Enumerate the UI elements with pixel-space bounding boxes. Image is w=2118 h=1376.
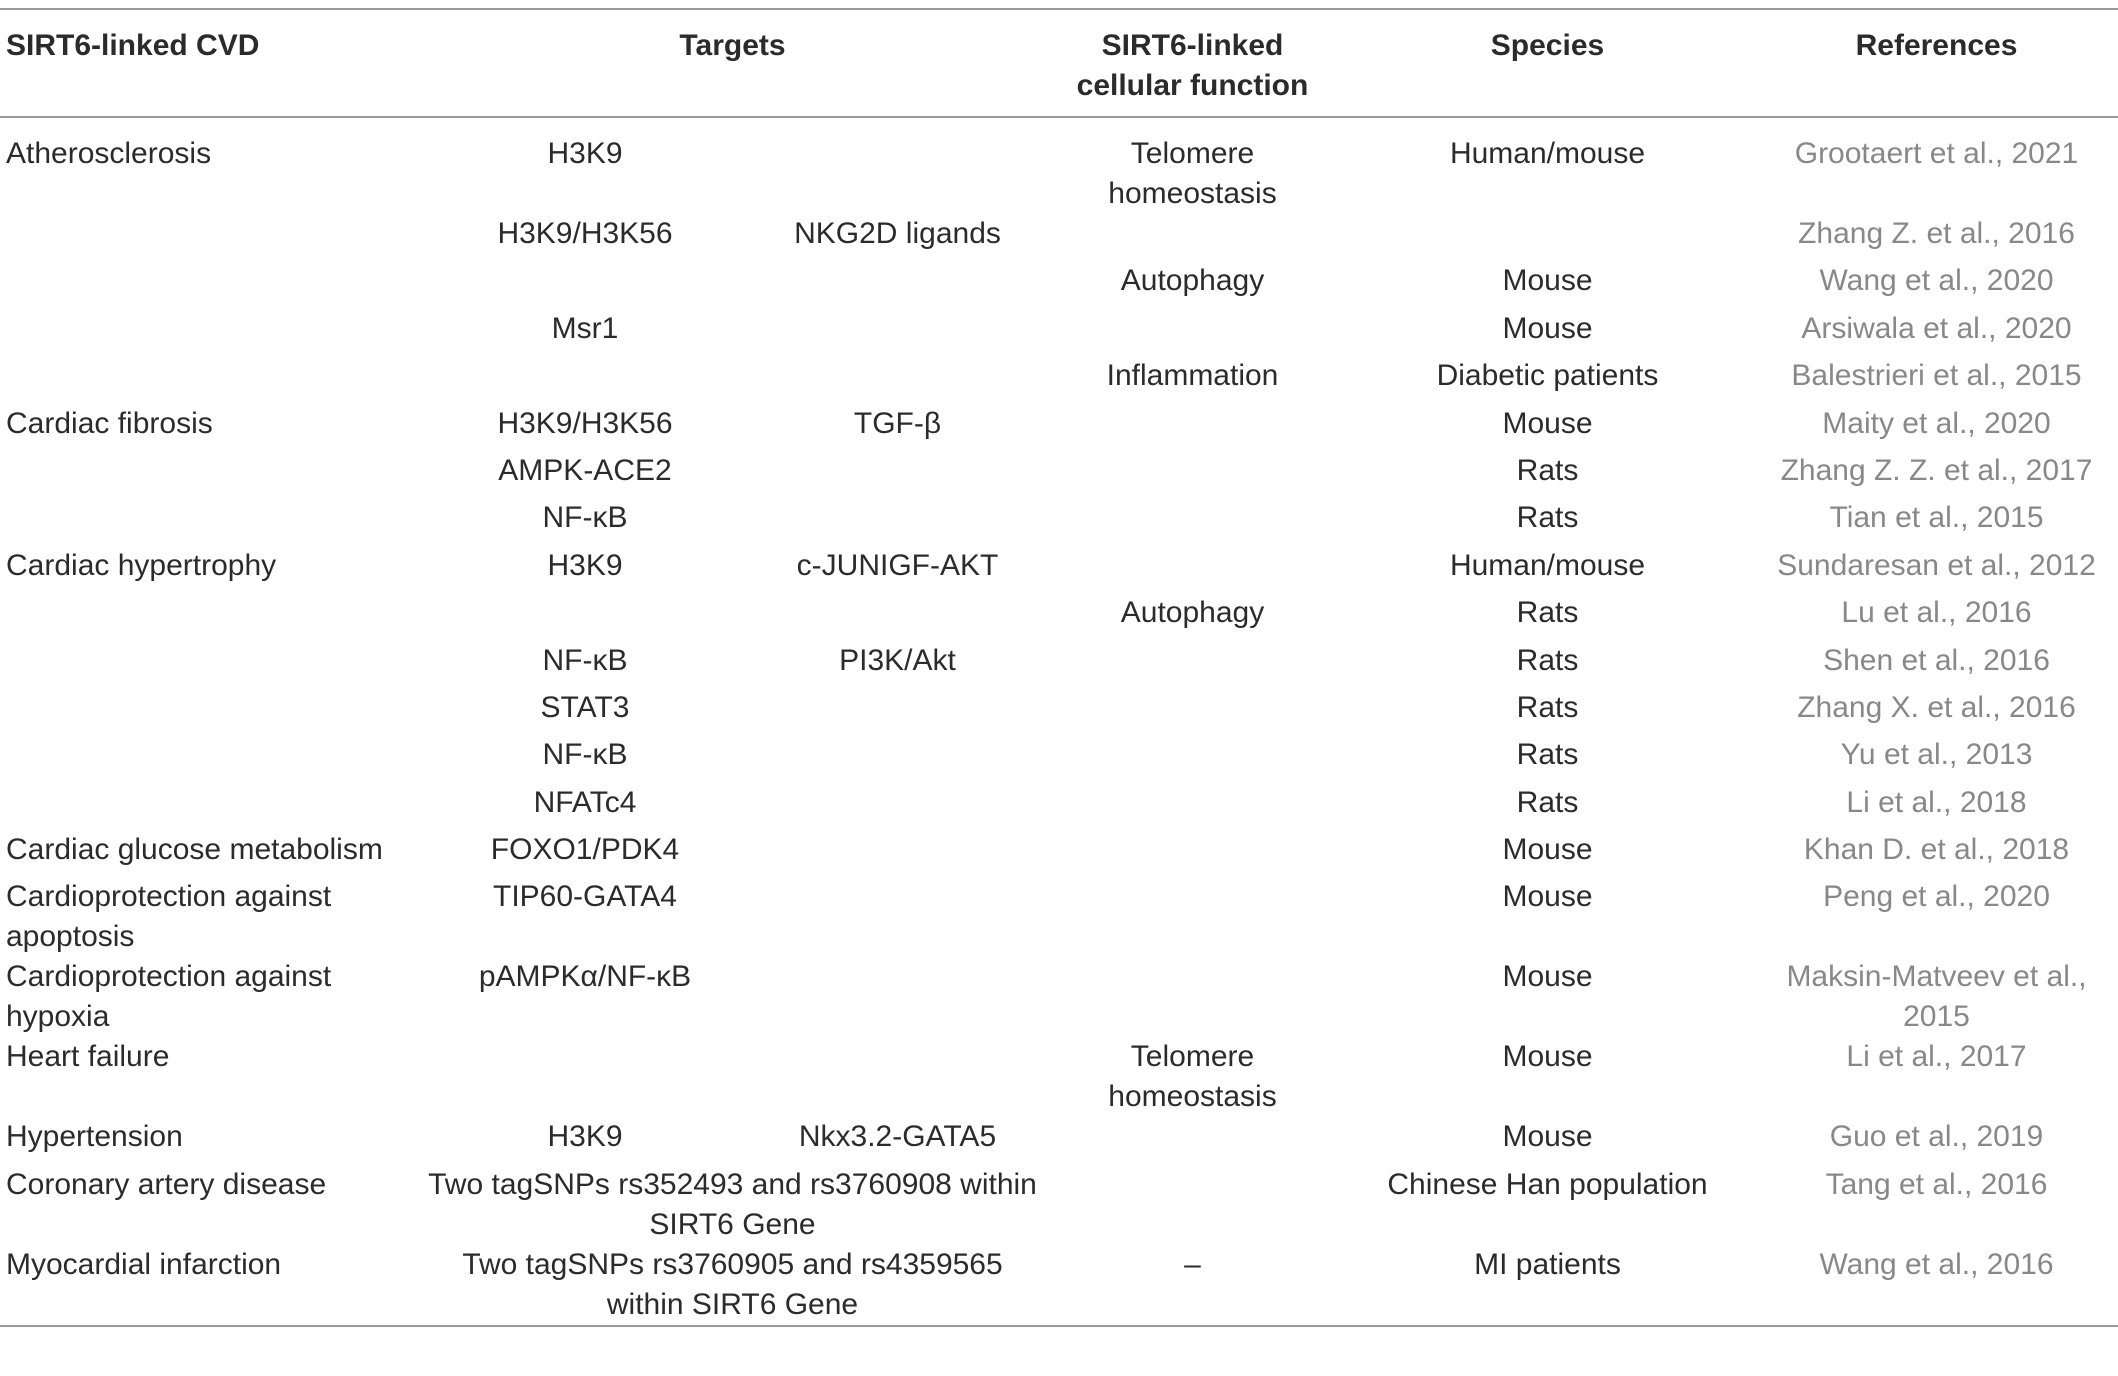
- cell-species: Rats: [1516, 596, 1579, 630]
- cell-species: Chinese Han population: [1387, 1167, 1708, 1201]
- cell-target-primary: AMPK-ACE2: [498, 453, 672, 487]
- header-row: [0, 9, 2118, 117]
- cell-species: Rats: [1516, 453, 1579, 487]
- cell-target-secondary: [750, 593, 1045, 640]
- cell-species: Rats: [1516, 785, 1579, 819]
- cell-cvd: Cardiac glucose metabolism: [6, 833, 383, 867]
- header-function-line2: cellular function: [1076, 69, 1309, 102]
- cell-function: [1045, 1117, 1340, 1164]
- cell-species: Mouse: [1502, 880, 1593, 914]
- cell-target-secondary: [750, 356, 1045, 403]
- cell-function: Autophagy: [1120, 264, 1265, 298]
- cell-target-primary: [420, 1037, 750, 1117]
- cell-reference: Zhang X. et al., 2016: [1797, 690, 2076, 724]
- header-cvd: SIRT6-linked CVD: [6, 29, 260, 62]
- cell-target-primary: [420, 356, 750, 403]
- cell-function: Telomere homeostasis: [1108, 137, 1277, 210]
- cell-cvd: [0, 309, 420, 356]
- cell-target-primary: TIP60-GATA4: [493, 880, 677, 914]
- cell-species: Human/mouse: [1449, 137, 1646, 170]
- table-row: [0, 546, 2118, 593]
- cell-cvd: Coronary artery disease: [6, 1167, 327, 1201]
- cell-reference: Zhang Z. Z. et al., 2017: [1780, 453, 2093, 487]
- cell-cvd: [0, 783, 420, 830]
- cell-target-secondary: [750, 451, 1045, 498]
- cell-species: Mouse: [1502, 264, 1593, 298]
- cell-reference: Yu et al., 2013: [1840, 738, 2033, 772]
- cell-reference: Zhang Z. et al., 2016: [1798, 217, 2075, 250]
- table-header: [0, 9, 2118, 117]
- sirt6-cvd-table: [0, 8, 2118, 1327]
- cell-function: [1045, 309, 1340, 356]
- cell-reference: Maity et al., 2020: [1822, 406, 2051, 440]
- cell-function: –: [1184, 1247, 1201, 1281]
- table-row: [0, 309, 2118, 356]
- cell-target-primary: [420, 593, 750, 640]
- table-row: [0, 957, 2118, 1037]
- cell-species: Mouse: [1502, 960, 1593, 994]
- cell-cvd: [0, 593, 420, 640]
- cell-target-secondary: Nkx3.2-GATA5: [798, 1120, 997, 1154]
- cell-reference: Khan D. et al., 2018: [1803, 833, 2070, 867]
- cell-reference: Maksin-Matveev et al., 2015: [1786, 960, 2087, 1034]
- header-function: [1045, 9, 1340, 117]
- cell-reference: Guo et al., 2019: [1829, 1120, 2044, 1154]
- cell-target-secondary: [750, 830, 1045, 877]
- cell-target-secondary: [750, 688, 1045, 735]
- header-references: References: [1855, 29, 2018, 62]
- cell-reference: Shen et al., 2016: [1823, 643, 2050, 677]
- cell-target-secondary: PI3K/Akt: [839, 643, 956, 677]
- cell-cvd: Atherosclerosis: [6, 137, 212, 170]
- cell-cvd: Cardioprotection against apoptosis: [6, 880, 332, 954]
- cell-species: Mouse: [1502, 311, 1593, 345]
- cell-cvd: [0, 451, 420, 498]
- cell-function: [1045, 498, 1340, 545]
- table-row: [0, 404, 2118, 451]
- table-row: [0, 261, 2118, 308]
- table-row: [0, 356, 2118, 403]
- cell-targets: Two tagSNPs rs352493 and rs3760908 within SIRT6 Gene: [428, 1167, 1037, 1241]
- cell-cvd: Myocardial infarction: [6, 1247, 282, 1281]
- cell-target-primary: [420, 261, 750, 308]
- cell-cvd: Cardiac fibrosis: [6, 406, 213, 440]
- table-container: [0, 8, 2118, 1327]
- cell-target-primary: Msr1: [551, 311, 619, 345]
- cell-target-primary: pAMPKα/NF-κB: [478, 960, 692, 994]
- cell-target-secondary: [750, 261, 1045, 308]
- cell-target-secondary: [750, 498, 1045, 545]
- table-row: [0, 877, 2118, 957]
- cell-cvd: Heart failure: [6, 1040, 170, 1074]
- cell-reference: Li et al., 2018: [1846, 785, 2027, 819]
- cell-species: Diabetic patients: [1436, 359, 1659, 393]
- table-row: [0, 1117, 2118, 1164]
- cell-reference: Sundaresan et al., 2012: [1777, 548, 2096, 582]
- cell-species: Rats: [1516, 690, 1579, 724]
- table-row: [0, 783, 2118, 830]
- cell-target-secondary: [750, 783, 1045, 830]
- cell-function: [1045, 735, 1340, 782]
- cell-function: [1045, 688, 1340, 735]
- cell-target-secondary: [750, 957, 1045, 1037]
- cell-target-secondary: NKG2D ligands: [794, 217, 1001, 250]
- table-row: [0, 1245, 2118, 1326]
- table-row: [0, 117, 2118, 214]
- cell-function: [1045, 783, 1340, 830]
- cell-reference: Wang et al., 2016: [1819, 1247, 2054, 1281]
- table-row: [0, 593, 2118, 640]
- cell-target-primary: NF-κB: [542, 643, 628, 677]
- cell-species: MI patients: [1474, 1247, 1621, 1281]
- cell-cvd: [0, 735, 420, 782]
- table-body: [0, 117, 2118, 1326]
- header-targets: Targets: [679, 29, 786, 62]
- cell-cvd: [0, 688, 420, 735]
- cell-species: Mouse: [1502, 406, 1593, 440]
- cell-target-primary: H3K9: [547, 1120, 623, 1154]
- cell-function: [1045, 641, 1340, 688]
- cell-target-secondary: [750, 309, 1045, 356]
- cell-reference: Lu et al., 2016: [1841, 596, 2032, 630]
- cell-species: Rats: [1516, 643, 1579, 677]
- cell-species: Mouse: [1502, 1040, 1593, 1074]
- header-function-line1: SIRT6-linked: [1101, 29, 1284, 62]
- cell-targets: Two tagSNPs rs3760905 and rs4359565 within SIRT6 Gene: [462, 1247, 1003, 1321]
- cell-target-secondary: c-JUNIGF-AKT: [796, 548, 999, 582]
- table-row: [0, 830, 2118, 877]
- cell-function: [1045, 830, 1340, 877]
- header-species: Species: [1490, 29, 1605, 62]
- cell-target-primary: H3K9: [547, 137, 623, 170]
- cell-target-primary: NF-κB: [542, 501, 628, 535]
- cell-reference: Arsiwala et al., 2020: [1801, 311, 2072, 345]
- table-row: [0, 214, 2118, 261]
- cell-target-primary: H3K9: [547, 548, 623, 582]
- cell-target-secondary: [750, 1037, 1045, 1117]
- cell-reference: Tian et al., 2015: [1829, 501, 2044, 535]
- cell-target-secondary: [750, 117, 1045, 214]
- cell-cvd: [0, 356, 420, 403]
- cell-species: [1340, 214, 1755, 261]
- cell-target-primary: FOXO1/PDK4: [490, 833, 680, 867]
- cell-target-primary: NFATc4: [533, 785, 637, 819]
- table-row: [0, 1037, 2118, 1117]
- cell-target-secondary: [750, 735, 1045, 782]
- cell-target-secondary: TGF-β: [853, 406, 942, 440]
- table-row: [0, 688, 2118, 735]
- cell-function: [1045, 546, 1340, 593]
- cell-function: [1045, 1165, 1340, 1245]
- cell-target-secondary: [750, 877, 1045, 957]
- cell-function: [1045, 451, 1340, 498]
- cell-function: [1045, 404, 1340, 451]
- cell-target-primary: STAT3: [540, 690, 630, 724]
- table-row: [0, 641, 2118, 688]
- cell-target-primary: NF-κB: [542, 738, 628, 772]
- cell-reference: Tang et al., 2016: [1825, 1167, 2048, 1201]
- cell-function: Autophagy: [1120, 596, 1265, 630]
- cell-target-primary: H3K9/H3K56: [497, 217, 673, 250]
- cell-cvd: [0, 261, 420, 308]
- cell-function: [1045, 877, 1340, 957]
- cell-reference: Grootaert et al., 2021: [1794, 137, 2079, 170]
- cell-species: Human/mouse: [1449, 548, 1646, 582]
- cell-cvd: [0, 214, 420, 261]
- cell-cvd: Cardiac hypertrophy: [6, 548, 277, 582]
- cell-function: [1045, 957, 1340, 1037]
- cell-cvd: Cardioprotection against hypoxia: [6, 960, 332, 1034]
- cell-cvd: Hypertension: [6, 1120, 183, 1154]
- cell-species: Rats: [1516, 501, 1579, 535]
- cell-reference: Li et al., 2017: [1846, 1040, 2027, 1074]
- cell-species: Rats: [1516, 738, 1579, 772]
- cell-reference: Balestrieri et al., 2015: [1791, 359, 2082, 393]
- cell-function: Inflammation: [1106, 359, 1279, 393]
- cell-cvd: [0, 641, 420, 688]
- cell-reference: Wang et al., 2020: [1819, 264, 2054, 298]
- table-row: [0, 498, 2118, 545]
- cell-species: Mouse: [1502, 1120, 1593, 1154]
- cell-target-primary: H3K9/H3K56: [497, 406, 673, 440]
- cell-function: Telomere homeostasis: [1108, 1040, 1277, 1114]
- cell-cvd: [0, 498, 420, 545]
- cell-function: [1045, 214, 1340, 261]
- table-row: [0, 1165, 2118, 1245]
- table-row: [0, 735, 2118, 782]
- table-row: [0, 451, 2118, 498]
- cell-species: Mouse: [1502, 833, 1593, 867]
- cell-reference: Peng et al., 2020: [1823, 880, 2050, 914]
